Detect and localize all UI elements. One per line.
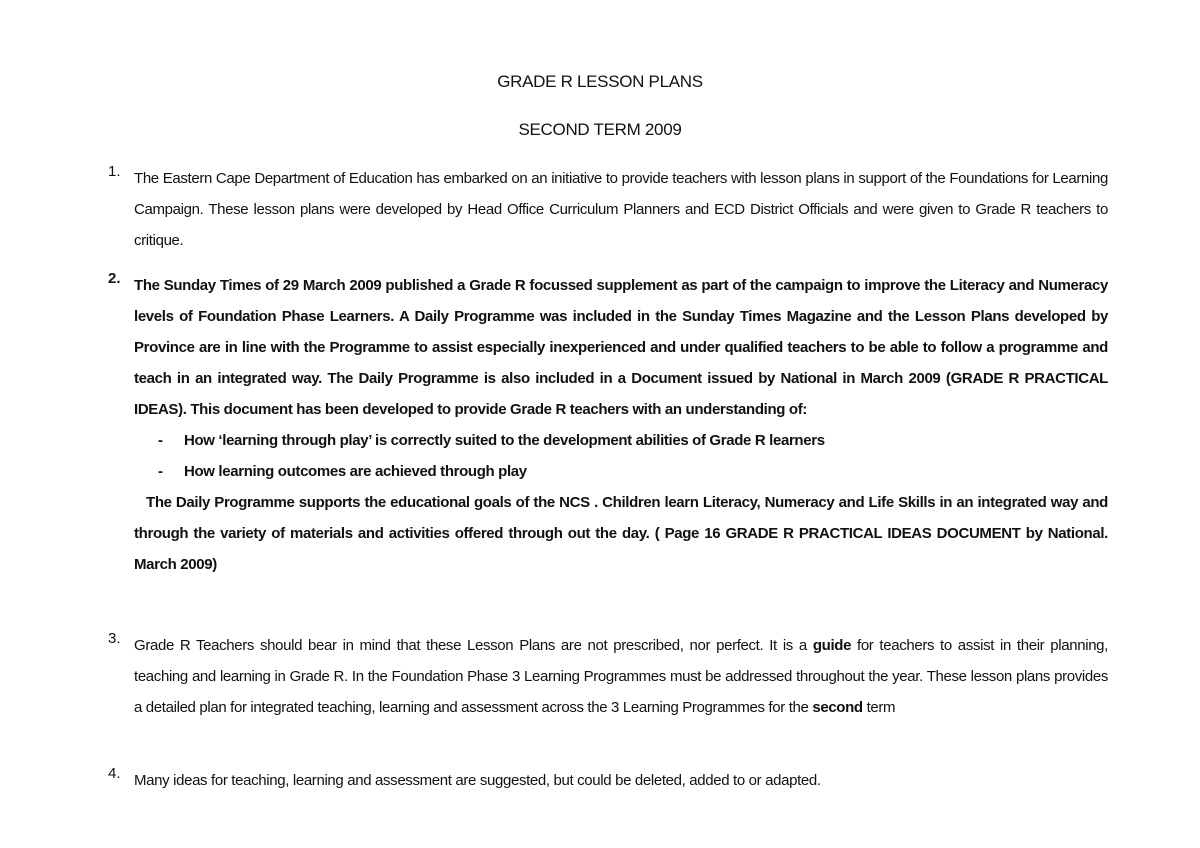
bullet-marker: - [158,463,163,480]
item-text: The Eastern Cape Department of Education has embarked on an initiative to provide teachers with lesson plans in support of the Foundations for Learning Campaign. These lesson plans were developed by Head Office Curriculum Planners and ECD District Officials and were given to Grade R teachers to critique. [134,170,1108,249]
item-paragraph: The Sunday Times of 29 March 2009 published a Grade R focussed supplement as part of the campaign to improve the Literacy and Numeracy levels of Foundation Phase Learners. A Daily Programme was included in the Sunday Times Magazine and the Lesson Plans developed by Province are in line with the Programme to assist especially inexperienced and under qualified teachers to be able to follow a programme and teach in an integrated way. The Daily Programme is also included in a Document issued by National in March 2009 (GRADE R PRACTICAL IDEAS). This document has been developed to provide Grade R teachers with an understanding of: [134,277,1108,418]
document-title: GRADE R LESSON PLANS [497,72,703,91]
text-segment: term [862,699,896,716]
list-item-1 [108,163,1108,256]
closing-paragraph: The Daily Programme supports the educational goals of the NCS . Children learn Literacy, Numeracy and Life Skills in an integrated way and through the variety of materials and activities offered through out the day. ( Page 16 GRADE R PRACTICAL IDEAS DOCUMENT by National. March 2009) [134,494,1108,573]
item-number: 1. [108,163,121,180]
bullet-marker: - [158,432,163,449]
item-number: 4. [108,765,121,782]
bullet-list [134,425,1108,487]
item-number: 3. [108,630,121,647]
emphasis-guide: guide [812,637,852,654]
bullet-text: How ‘learning through play’ is correctly suited to the development abilities of Grade R learners [184,432,825,449]
bullet-item [134,425,1108,456]
emphasis-second: second [812,699,863,716]
item-number: 2. [108,270,121,287]
list-item-4 [108,765,1108,796]
item-text [134,630,1108,723]
list-item-2 [108,270,1108,580]
bullet-item [134,456,1108,487]
bullet-text: How learning outcomes are achieved through play [184,463,527,480]
text-segment: Grade R Teachers should bear in mind that these Lesson Plans are not prescribed, nor perfect. It is a [134,637,813,654]
item-text: Many ideas for teaching, learning and assessment are suggested, but could be deleted, added to or adapted. [134,772,821,789]
list-item-3 [108,630,1108,723]
text-segment: for teachers to assist in their planning, teaching and learning in Grade R. In the Foundation Phase 3 Learning Programmes must be addressed throughout the year. These lesson plans provides a detailed plan for integrated teaching, learning and assessment across the 3 Learning Programmes for the [134,637,1108,716]
item-text [134,270,1108,580]
document-subtitle: SECOND TERM 2009 [518,120,682,139]
